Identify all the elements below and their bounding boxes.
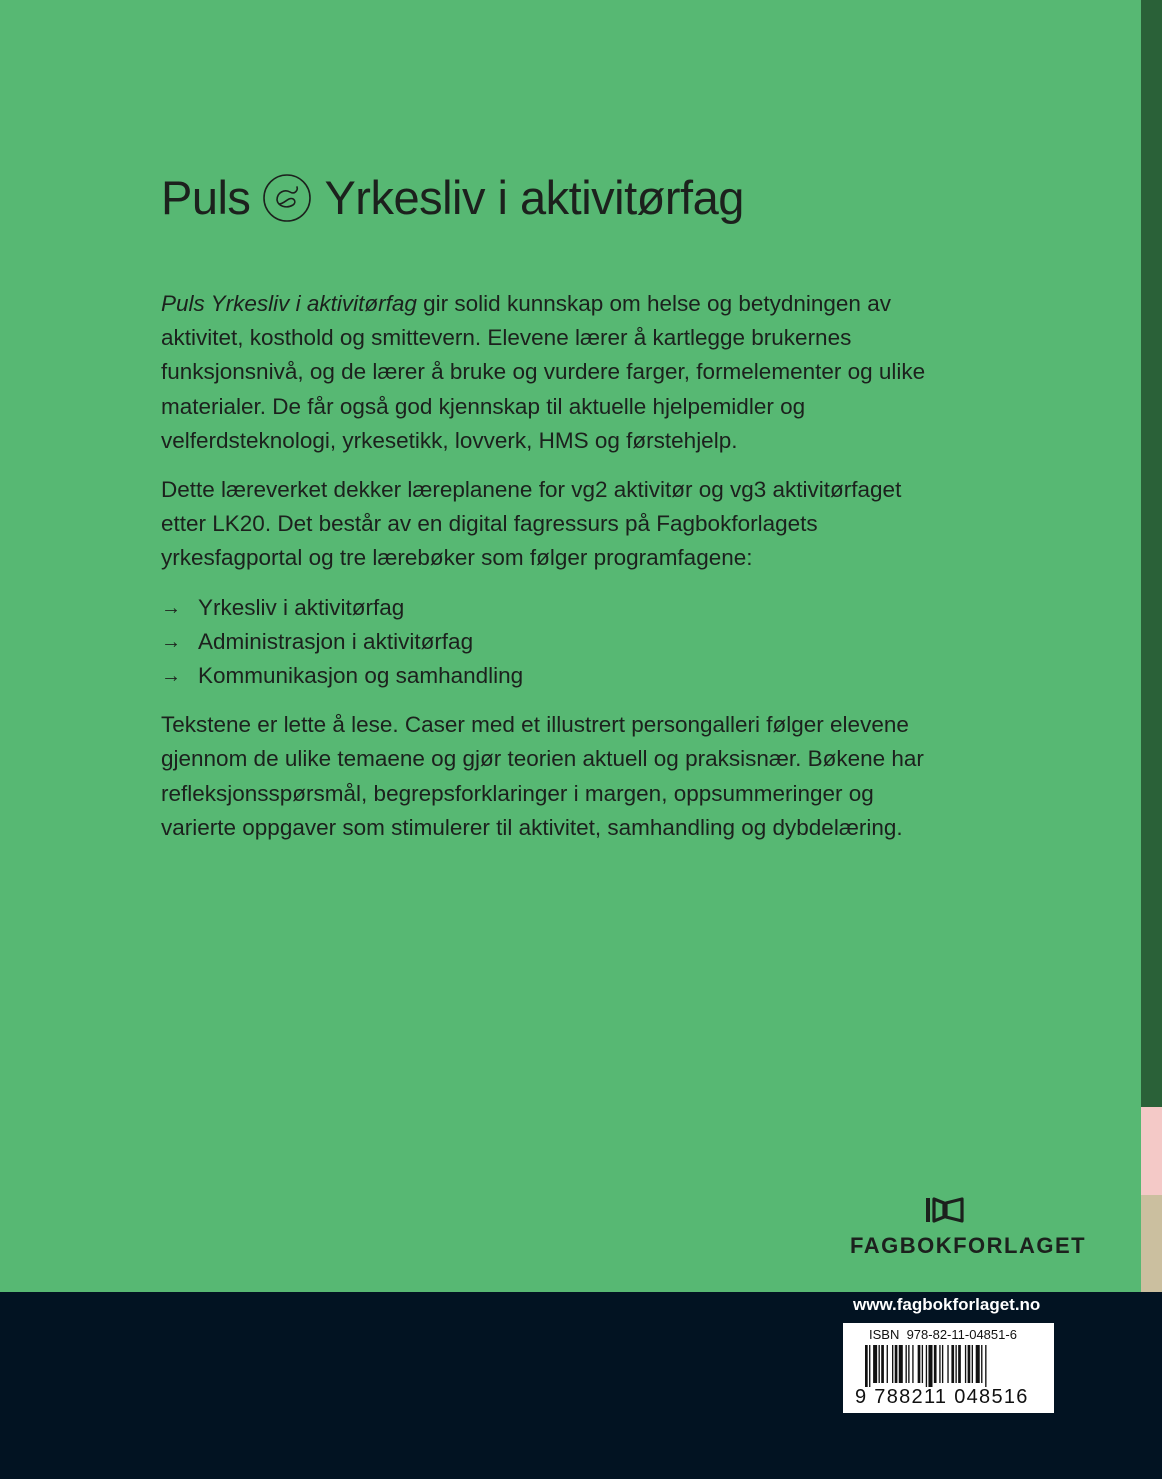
barcode-digits: 9 788211 048516 bbox=[855, 1386, 1029, 1408]
publisher-name: FAGBOKFORLAGET bbox=[850, 1233, 1087, 1258]
list-item-label: Administrasjon i aktivitørfag bbox=[198, 628, 474, 654]
barcode-bar bbox=[873, 1345, 877, 1383]
barcode-bar bbox=[881, 1345, 884, 1383]
arrow-right-icon: → bbox=[161, 596, 181, 619]
blurb bbox=[161, 287, 941, 860]
barcode-bar bbox=[968, 1345, 971, 1383]
barcode-bar bbox=[906, 1345, 907, 1383]
barcode-bar bbox=[869, 1345, 870, 1387]
book-title bbox=[161, 170, 744, 225]
barcode-bar bbox=[976, 1345, 980, 1383]
list-item bbox=[161, 591, 941, 625]
barcode-bar bbox=[928, 1345, 932, 1387]
isbn-number: 978-82-11-04851-6 bbox=[906, 1327, 1017, 1342]
barcode-bar bbox=[879, 1345, 880, 1383]
spine-dark-strip bbox=[1141, 0, 1162, 1107]
barcode-bar bbox=[958, 1345, 961, 1383]
barcode-bars bbox=[865, 1345, 1035, 1387]
italic-book-title: Puls Yrkesliv i aktivitørfag bbox=[161, 291, 417, 316]
list-item bbox=[161, 659, 941, 693]
barcode-bar bbox=[912, 1345, 913, 1383]
barcode-bar bbox=[955, 1345, 956, 1383]
barcode-bar bbox=[895, 1345, 898, 1383]
paragraph-intro bbox=[161, 287, 941, 458]
barcode-bar bbox=[939, 1345, 940, 1383]
barcode-bar bbox=[985, 1345, 986, 1387]
barcode-bar bbox=[965, 1345, 966, 1383]
list-item-label: Yrkesliv i aktivitørfag bbox=[198, 594, 405, 620]
barcode-bar bbox=[887, 1345, 888, 1383]
isbn-label: ISBN bbox=[869, 1327, 900, 1342]
barcode-bar bbox=[934, 1345, 937, 1383]
spine-pink-strip bbox=[1141, 1107, 1162, 1195]
arrow-right-icon: → bbox=[161, 665, 181, 688]
list-item-label: Kommunikasjon og samhandling bbox=[198, 663, 524, 689]
series-name: Puls bbox=[161, 171, 251, 224]
intro-text: gir solid kunnskap om helse og betydningen av aktivitet, kosthold og smittevern. Elevene lærer å kartlegge brukernes funksjonsnivå, og de lærer å bruke og vurdere farger, formelementer og ulike materialer. De får også god kjennskap til aktuelle hjelpemidler og velferdsteknologi, yrkesetikk, lovverk, HMS og førstehjelp. bbox=[161, 291, 926, 453]
arrow-right-icon: → bbox=[161, 630, 181, 653]
barcode-bar bbox=[922, 1345, 923, 1383]
barcode-bar bbox=[926, 1345, 927, 1387]
barcode-bar bbox=[942, 1345, 943, 1383]
barcode-bar bbox=[892, 1345, 893, 1383]
book-subtitle: Yrkesliv i aktivitørfag bbox=[324, 171, 744, 224]
barcode-bar bbox=[918, 1345, 921, 1383]
publisher-url: www.fagbokforlaget.no bbox=[853, 1295, 1041, 1314]
barcode-bar bbox=[947, 1345, 948, 1383]
barcode-bar bbox=[865, 1345, 868, 1387]
barcode-bar bbox=[908, 1345, 909, 1383]
list-item bbox=[161, 625, 941, 659]
puls-circle-icon bbox=[262, 173, 312, 223]
paragraph-features: Tekstene er lette å lese. Caser med et illustrert persongalleri følger elevene gjennom de ulike temaene og gjør teorien aktuell og praksisnær. Bøkene har refleksjonsspørsmål, begrepsforklaringer i margen, oppsummeringer og varierte oppgaver som stimulerer til aktivitet, samhandling og dybdelæring. bbox=[161, 712, 924, 840]
programfag-list bbox=[161, 591, 941, 694]
paragraph-curriculum: Dette læreverket dekker læreplanene for vg2 aktivitør og vg3 aktivitørfaget etter LK20. Det består av en digital fagressurs på Fagbokforlagets yrkesfagportal og tre lærebøker som følger programfagene: bbox=[161, 477, 902, 571]
barcode-bar bbox=[972, 1345, 973, 1383]
barcode-bar bbox=[951, 1345, 954, 1383]
book-logo-icon bbox=[924, 1195, 966, 1225]
publisher-logo bbox=[850, 1195, 1087, 1259]
spine-beige-strip bbox=[1141, 1195, 1162, 1292]
barcode-bar bbox=[981, 1345, 982, 1383]
isbn-text bbox=[869, 1327, 1017, 1342]
isbn-barcode bbox=[843, 1323, 1054, 1413]
barcode-bar bbox=[899, 1345, 903, 1383]
